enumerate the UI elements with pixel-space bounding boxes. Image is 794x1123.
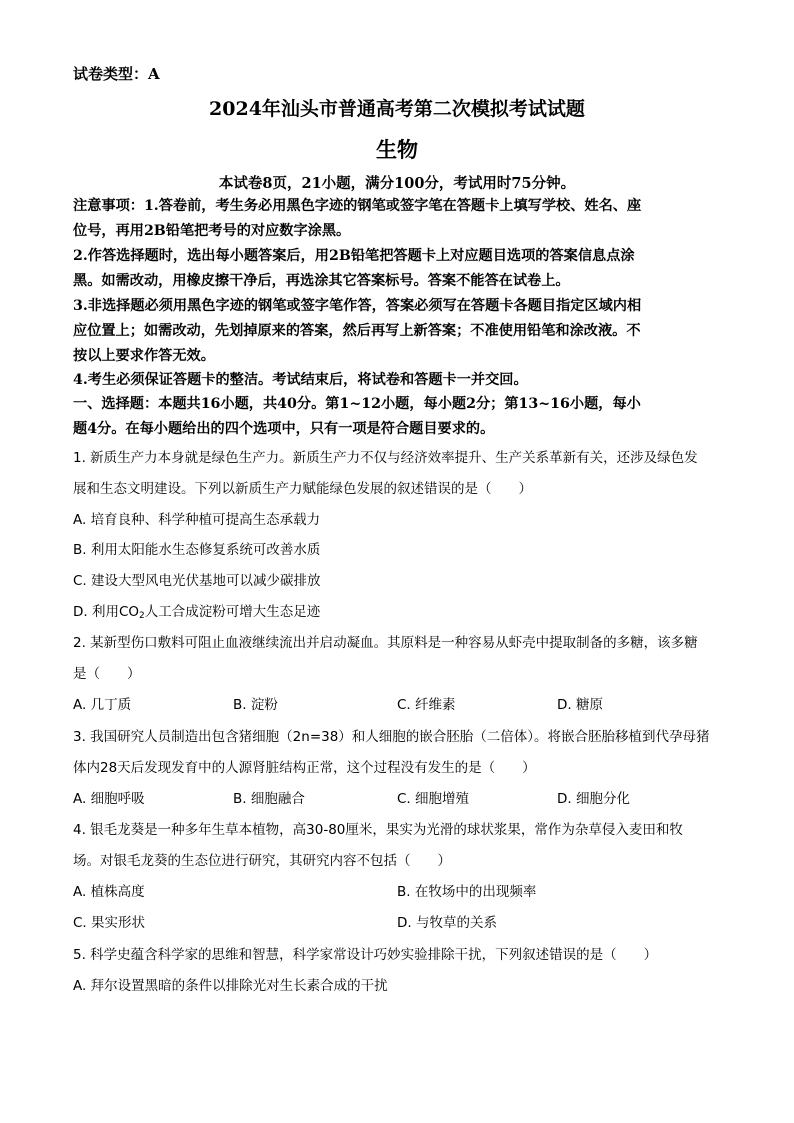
question-2-option-d: D. 糖原 (557, 697, 603, 713)
question-4-stem: 4. 银毛龙葵是一种多年生草本植物，高30-80厘米，果实为光滑的球状浆果，常作为杂草侵入麦田和牧 (73, 822, 683, 838)
subject-title: 生物 (376, 137, 418, 162)
question-2-option-a: A. 几丁质 (73, 697, 132, 713)
question-2-option-b: B. 淀粉 (233, 697, 278, 713)
notice-line: 4.考生必须保证答题卡的整洁。考试结束后，将试卷和答题卡一并交回。 (73, 372, 528, 388)
paper-type: 试卷类型：A (73, 65, 160, 83)
section-heading: 一、选择题：本题共16小题，共40分。第1~12小题，每小题2分；第13~16小题，每小 (73, 396, 641, 412)
exam-title: 2024年汕头市普通高考第二次模拟考试试题 (209, 98, 585, 120)
notice-line: 应位置上；如需改动，先划掉原来的答案，然后再写上新答案；不准使用铅笔和涂改液。不 (73, 323, 641, 339)
question-3-option-b: B. 细胞融合 (233, 791, 305, 807)
question-3-stem: 体内28天后发现发育中的人源肾脏结构正常，这个过程没有发生的是（ ） (73, 760, 536, 776)
notice-line: 按以上要求作答无效。 (73, 348, 215, 364)
notice-line: 3.非选择题必须用黑色字迹的钢笔或签字笔作答，答案必须写在答题卡各题目指定区域内相 (73, 298, 642, 314)
notice-line: 2.作答选择题时，选出每小题答案后，用2B铅笔把答题卡上对应题目选项的答案信息点涂 (73, 248, 635, 264)
exam-info: 本试卷8页，21小题，满分100分，考试用时75分钟。 (218, 175, 576, 192)
question-1-option-d: D. 利用$CO_2$人工合成淀粉可增大生态足迹 (73, 604, 321, 621)
question-4-option-d: D. 与牧草的关系 (397, 915, 497, 931)
question-5-stem: 5. 科学史蕴含科学家的思维和智慧，科学家常设计巧妙实验排除干扰，下列叙述错误的是（ ） (73, 947, 658, 963)
notice-line: 注意事项：1.答卷前，考生务必用黑色字迹的钢笔或签字笔在答题卡上填写学校、姓名、座 (73, 198, 642, 214)
question-3-option-d: D. 细胞分化 (557, 791, 630, 807)
section-heading: 题4分。在每小题给出的四个选项中，只有一项是符合题目要求的。 (73, 421, 495, 437)
question-1-stem: 1. 新质生产力本身就是绿色生产力。新质生产力不仅与经济效率提升、生产关系革新有关，还涉及绿色发 (73, 450, 698, 466)
question-2-option-c: C. 纤维素 (397, 697, 456, 713)
question-3-stem: 3. 我国研究人员制造出包含猪细胞（2n=38）和人细胞的嵌合胚胎（二倍体）。将嵌合胚胎移植到代孕母猪 (73, 729, 710, 745)
question-1-option-a: A. 培育良种、科学种植可提高生态承载力 (73, 512, 321, 528)
question-1-stem: 展和生态文明建设。下列以新质生产力赋能绿色发展的叙述错误的是（ ） (73, 481, 532, 497)
question-3-option-a: A. 细胞呼吸 (73, 791, 145, 807)
question-4-stem: 场。对银毛龙葵的生态位进行研究，其研究内容不包括（ ） (73, 853, 451, 869)
question-1-option-c: C. 建设大型风电光伏基地可以减少碳排放 (73, 573, 321, 589)
question-2-stem: 2. 某新型伤口敷料可阻止血液继续流出并启动凝血。其原料是一种容易从虾壳中提取制备的多糖，该多糖 (73, 635, 698, 651)
question-5-option-a: A. 拜尔设置黑暗的条件以排除光对生长素合成的干扰 (73, 978, 388, 994)
question-4-option-b: B. 在牧场中的出现频率 (397, 884, 537, 900)
notice-line: 位号，再用2B铅笔把考号的对应数字涂黑。 (73, 223, 351, 239)
question-1-option-b: B. 利用太阳能水生态修复系统可改善水质 (73, 542, 321, 558)
question-4-option-a: A. 植株高度 (73, 884, 145, 900)
question-2-stem: 是（ ） (73, 666, 141, 682)
notice-line: 黑。如需改动，用橡皮擦干净后，再选涂其它答案标号。答案不能答在试卷上。 (73, 273, 570, 289)
question-4-option-c: C. 果实形状 (73, 915, 146, 931)
question-3-option-c: C. 细胞增殖 (397, 791, 470, 807)
